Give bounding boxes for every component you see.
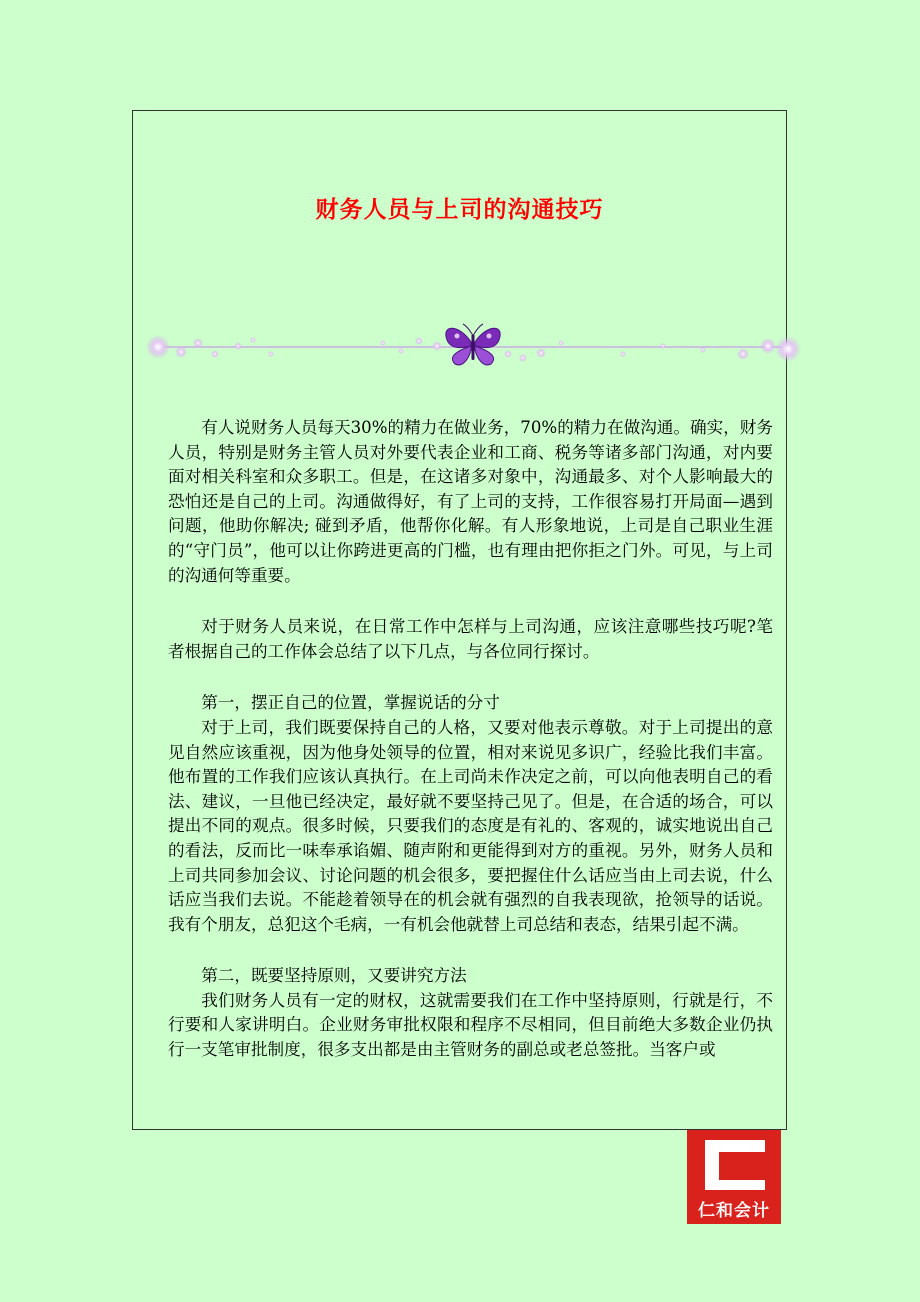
section-heading: 第一，摆正自己的位置，掌握说话的分寸 — [201, 693, 500, 713]
section-heading: 第二，既要坚持原则，又要讲究方法 — [201, 966, 467, 986]
logo-brand-text: Renhe — [729, 1163, 767, 1179]
butterfly-icon — [446, 324, 500, 365]
intro-paragraph: 对于财务人员来说，在日常工作中怎样与上司沟通，应该注意哪些技巧呢?笔者根据自己的工作体会总结了以下几点，与各位同行探讨。 — [168, 617, 773, 661]
intro-paragraph: 有人说财务人员每天30%的精力在做业务，70%的精力在做沟通。确实，财务人员，特别是财务主管人员对外要代表企业和工商、税务等诸多部门沟通，对内要面对相关科室和众多职工。但是，在这诸多对象中，沟通最多、对个人影响最大的恐怕还是自己的上司。沟通做得好，有了上司的支持，工作很容易打开局面—遇到问题，他助你解决; 碰到矛盾，他帮你化解。有人形象地说，上司是自己职业生涯的“守门员”，他可以让你跨进更高的门槛，也有理由把你拒之门外。可见，与上司的沟通何等重要。 — [168, 418, 773, 585]
page-frame — [132, 110, 787, 1130]
logo-mark — [687, 1130, 781, 1202]
section-paragraph: 对于上司，我们既要保持自己的人格，又要对他表示尊敬。对于上司提出的意见自然应该重视，因为他身处领导的位置，相对来说见多识广，经验比我们丰富。他布置的工作我们应该认真执行。在上司尚未作决定之前，可以向他表明自己的看法、建议，一旦他已经决定，最好就不要坚持己见了。但是，在合适的场合，可以提出不同的观点。很多时候，只要我们的态度是有礼的、客观的，诚实地说出自己的看法，反而比一味奉承谄媚、随声附和更能得到对方的重视。另外，财务人员和上司共同参加会议、讨论问题的机会很多，要把握住什么话应当由上司去说，什么话应当我们去说。不能趁着领导在的机会就有强烈的自我表现欲，抢领导的话说。我有个朋友，总犯这个毛病，一有机会他就替上司总结和表态，结果引起不满。 — [168, 717, 773, 934]
article-body — [168, 416, 773, 1063]
butterfly-divider — [143, 316, 803, 366]
page-title: 财务人员与上司的沟通技巧 — [315, 197, 604, 223]
section-paragraph: 我们财务人员有一定的财权，这就需要我们在工作中坚持原则，行就是行，不行要和人家讲明白。企业财务审批权限和程序不尽相同，但目前绝大多数企业仍执行一支笔审批制度，很多支出都是由主管财务的副总或老总签批。当客户或 — [168, 990, 773, 1060]
logo-label: 仁和会计 — [698, 1201, 770, 1221]
renhe-logo — [687, 1130, 781, 1224]
